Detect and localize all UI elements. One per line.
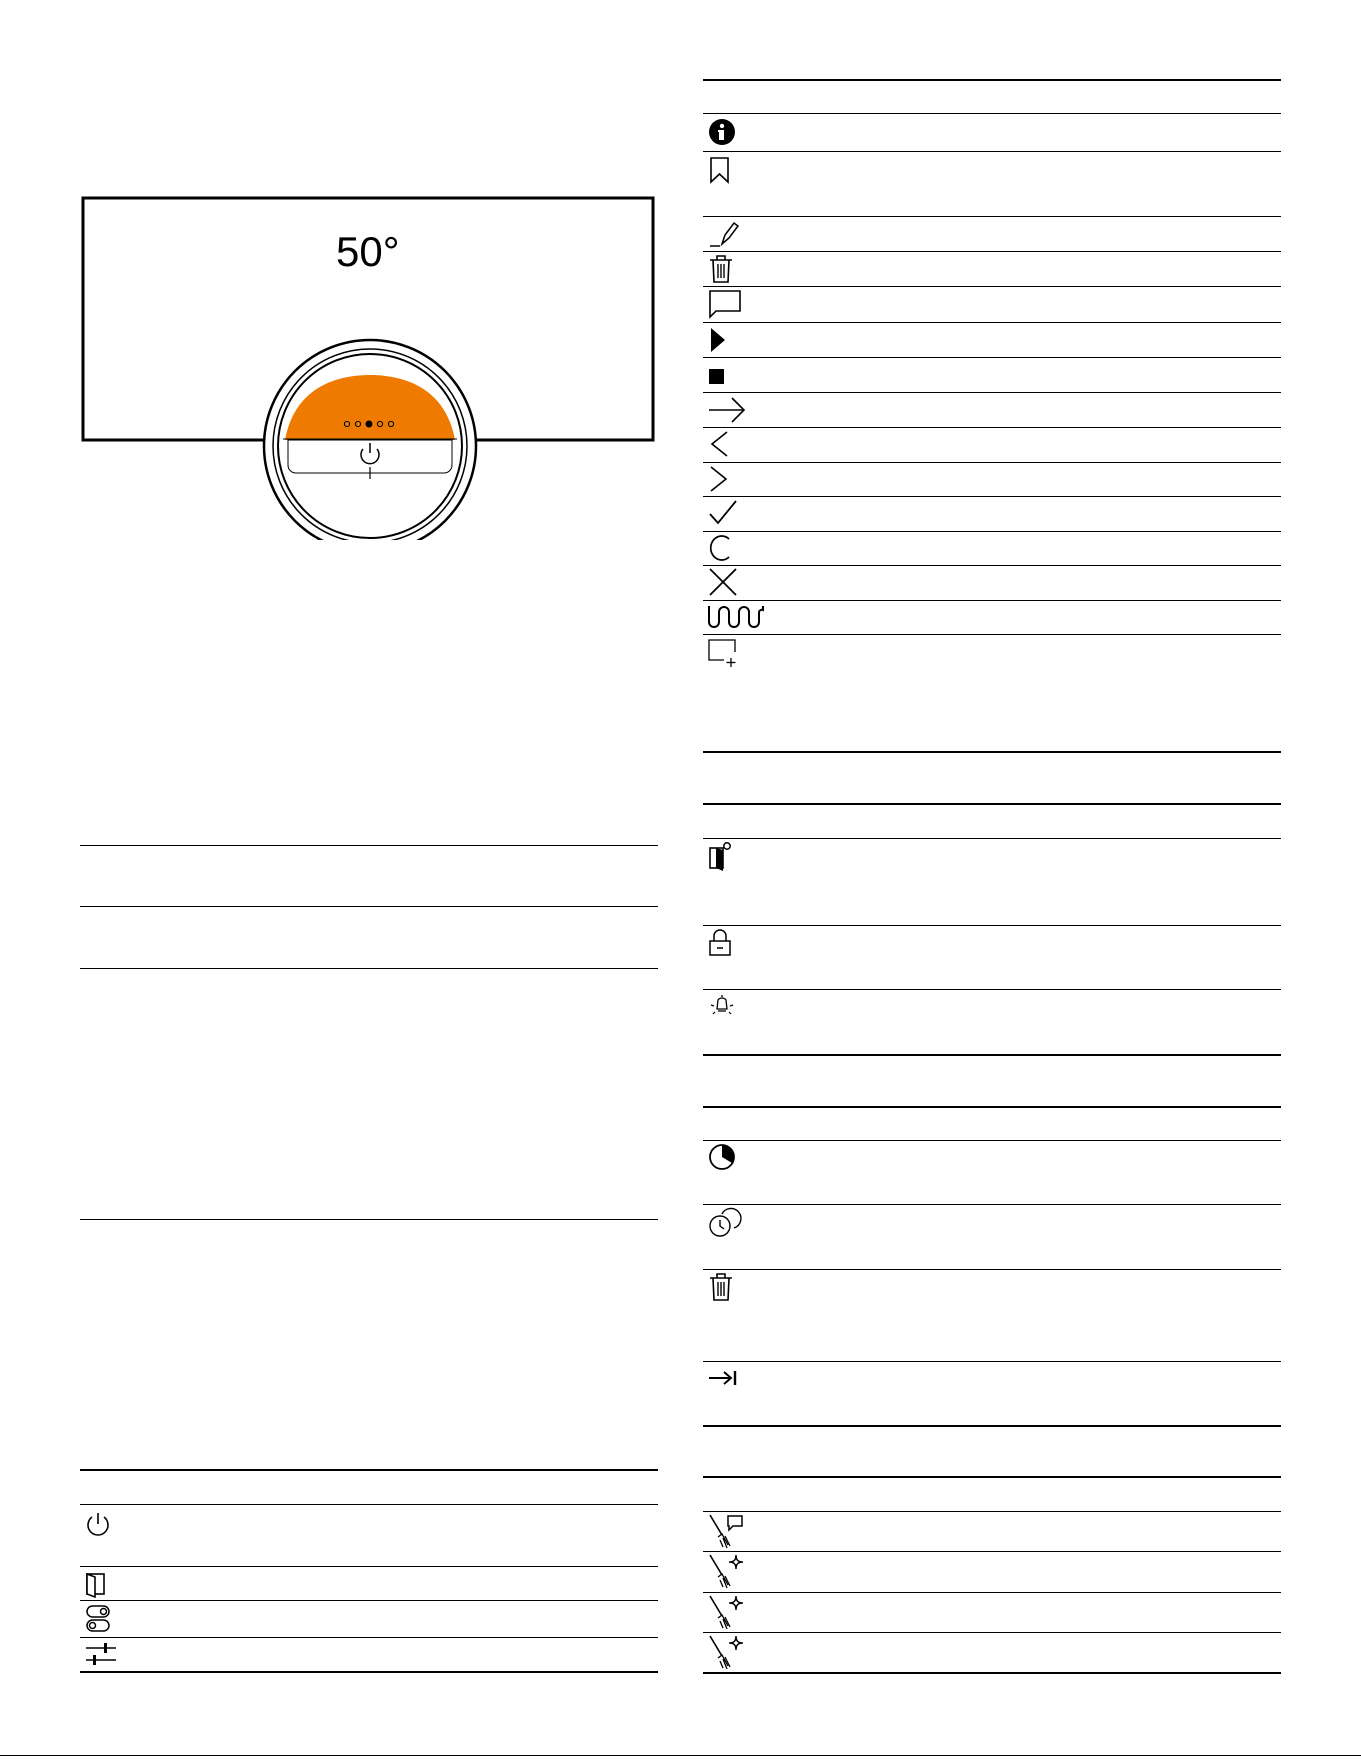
add-frame-icon [707,638,739,668]
table-rule [703,357,1281,358]
table-rule [80,1566,658,1567]
table-rule [703,1140,1281,1141]
footer-rule [0,1755,1361,1756]
table-rule [703,322,1281,323]
table-rule [703,803,1281,805]
lock-icon [708,929,732,957]
play-icon [708,326,728,354]
table-rule [703,565,1281,566]
table-rule [703,496,1281,497]
edit-icon [708,220,740,248]
table-rule [703,989,1281,990]
table-rule [703,925,1281,926]
table-rule [703,1054,1281,1056]
chevron-left-icon [708,430,730,458]
table-rule [80,1671,658,1673]
table-rule [703,392,1281,393]
stop-icon [708,368,726,386]
close-icon [708,568,738,596]
chevron-right-icon [708,465,730,493]
table-rule [80,1600,658,1601]
table-rule [703,427,1281,428]
message-icon [708,289,742,319]
table-rule [703,1361,1281,1362]
timer-icon [708,1208,738,1238]
arrow-right-icon [708,396,746,424]
toggle-switch-icon [84,1604,112,1634]
table-rule [703,1106,1281,1108]
table-rule [703,286,1281,287]
display-temperature: 50° [336,228,400,275]
cleaning-message-icon [708,1513,744,1549]
door-icon [84,1571,108,1597]
table-rule [703,1672,1281,1674]
table-rule [703,79,1281,81]
table-rule [703,634,1281,635]
slider-settings-icon [84,1640,118,1668]
door-open-icon [708,842,732,872]
trash-icon [708,1272,734,1302]
light-icon [708,993,736,1023]
table-rule [703,1511,1281,1512]
table-rule [703,1632,1281,1633]
table-rule [703,751,1281,753]
table-rule [703,600,1281,601]
cleaning-sparkle-icon [708,1594,744,1630]
power-icon [84,1510,112,1538]
skip-to-end-icon [708,1369,738,1387]
trash-icon [708,254,734,284]
divider [80,906,658,907]
divider [80,1219,658,1220]
cleaning-sparkle-icon [708,1634,744,1670]
cleaning-sparkle-icon [708,1553,744,1589]
divider [80,968,658,969]
clear-icon [708,534,732,562]
info-icon [708,118,736,146]
table-rule [703,1551,1281,1552]
heating-element-icon [707,604,765,630]
table-rule [703,1592,1281,1593]
check-icon [708,499,740,527]
table-rule [80,1637,658,1638]
table-rule [703,113,1281,114]
table-rule [703,216,1281,217]
table-rule [703,531,1281,532]
table-rule [80,1504,658,1505]
table-rule [703,1204,1281,1205]
table-rule [80,1469,658,1471]
table-rule [703,151,1281,152]
divider [80,845,658,846]
table-rule [703,462,1281,463]
table-rule [703,1476,1281,1478]
table-rule [703,838,1281,839]
bookmark-icon [708,156,732,184]
timer-progress-icon [708,1143,736,1171]
table-rule [703,1269,1281,1270]
table-rule [703,251,1281,252]
table-rule [703,1425,1281,1427]
